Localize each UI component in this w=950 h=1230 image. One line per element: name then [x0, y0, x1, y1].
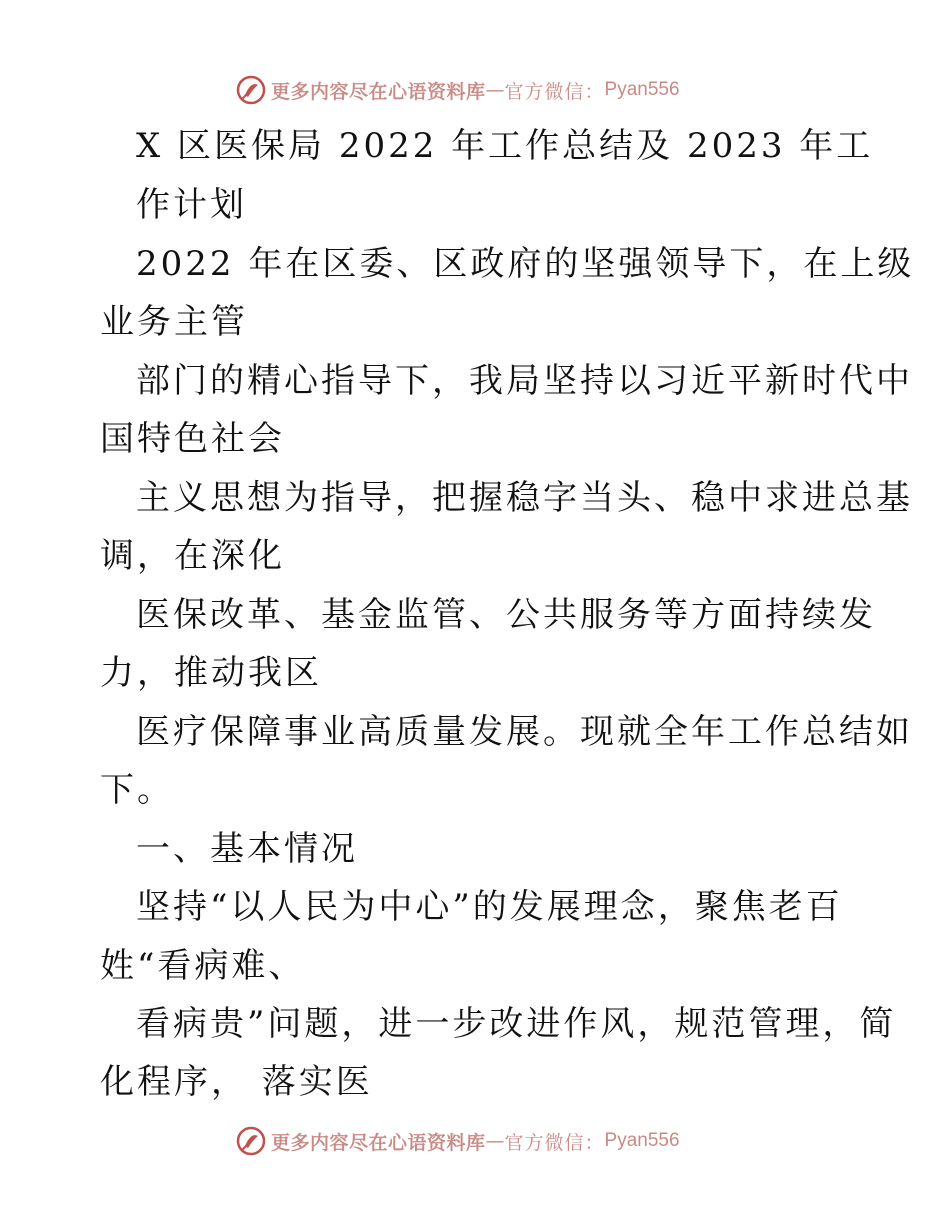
paragraph-line: 下。 — [100, 770, 174, 810]
document-title-line-2: 作计划 — [136, 185, 247, 225]
paragraph-line: 化程序， 落实医 — [100, 1062, 373, 1102]
paragraph-line: 力，推动我区 — [100, 653, 322, 693]
watermark-account-label: 官方微信： — [504, 1131, 605, 1154]
paragraph-line: 国特色社会 — [100, 419, 285, 459]
paragraph-line: 主义思想为指导，把握稳字当头、稳中求进总基 — [136, 478, 913, 518]
brand-logo-icon — [236, 1126, 266, 1156]
watermark-dash: — — [485, 1130, 505, 1152]
document-title-line-1: X 区医保局 2022 年工作总结及 2023 年工 — [136, 126, 874, 166]
paragraph-line: 部门的精心指导下，我局坚持以习近平新时代中 — [136, 361, 913, 401]
watermark-main-text: 更多内容尽在心语资料库 — [271, 80, 486, 103]
paragraph-line: 医疗保障事业高质量发展。现就全年工作总结如 — [136, 712, 913, 752]
watermark-main-text: 更多内容尽在心语资料库 — [271, 1131, 486, 1154]
paragraph-line: 调，在深化 — [100, 536, 285, 576]
watermark-account-id: Pyan556 — [604, 1130, 680, 1151]
watermark-account-id: Pyan556 — [604, 79, 680, 100]
paragraph-line: 2022 年在区委、区政府的坚强领导下，在上级 — [136, 244, 915, 284]
section-heading: 一、基本情况 — [136, 829, 358, 869]
watermark-account-label: 官方微信： — [504, 80, 605, 103]
watermark-footer — [236, 1124, 680, 1158]
paragraph-line: 看病贵”问题，进一步改进作风，规范管理，简 — [136, 1004, 897, 1044]
paragraph-line: 业务主管 — [100, 302, 248, 342]
paragraph-line: 坚持“以人民为中心”的发展理念，聚焦老百 — [136, 887, 843, 927]
watermark-dash: — — [485, 79, 505, 101]
paragraph-line: 姓“看病难、 — [100, 946, 306, 986]
paragraph-line: 医保改革、基金监管、公共服务等方面持续发 — [136, 595, 876, 635]
